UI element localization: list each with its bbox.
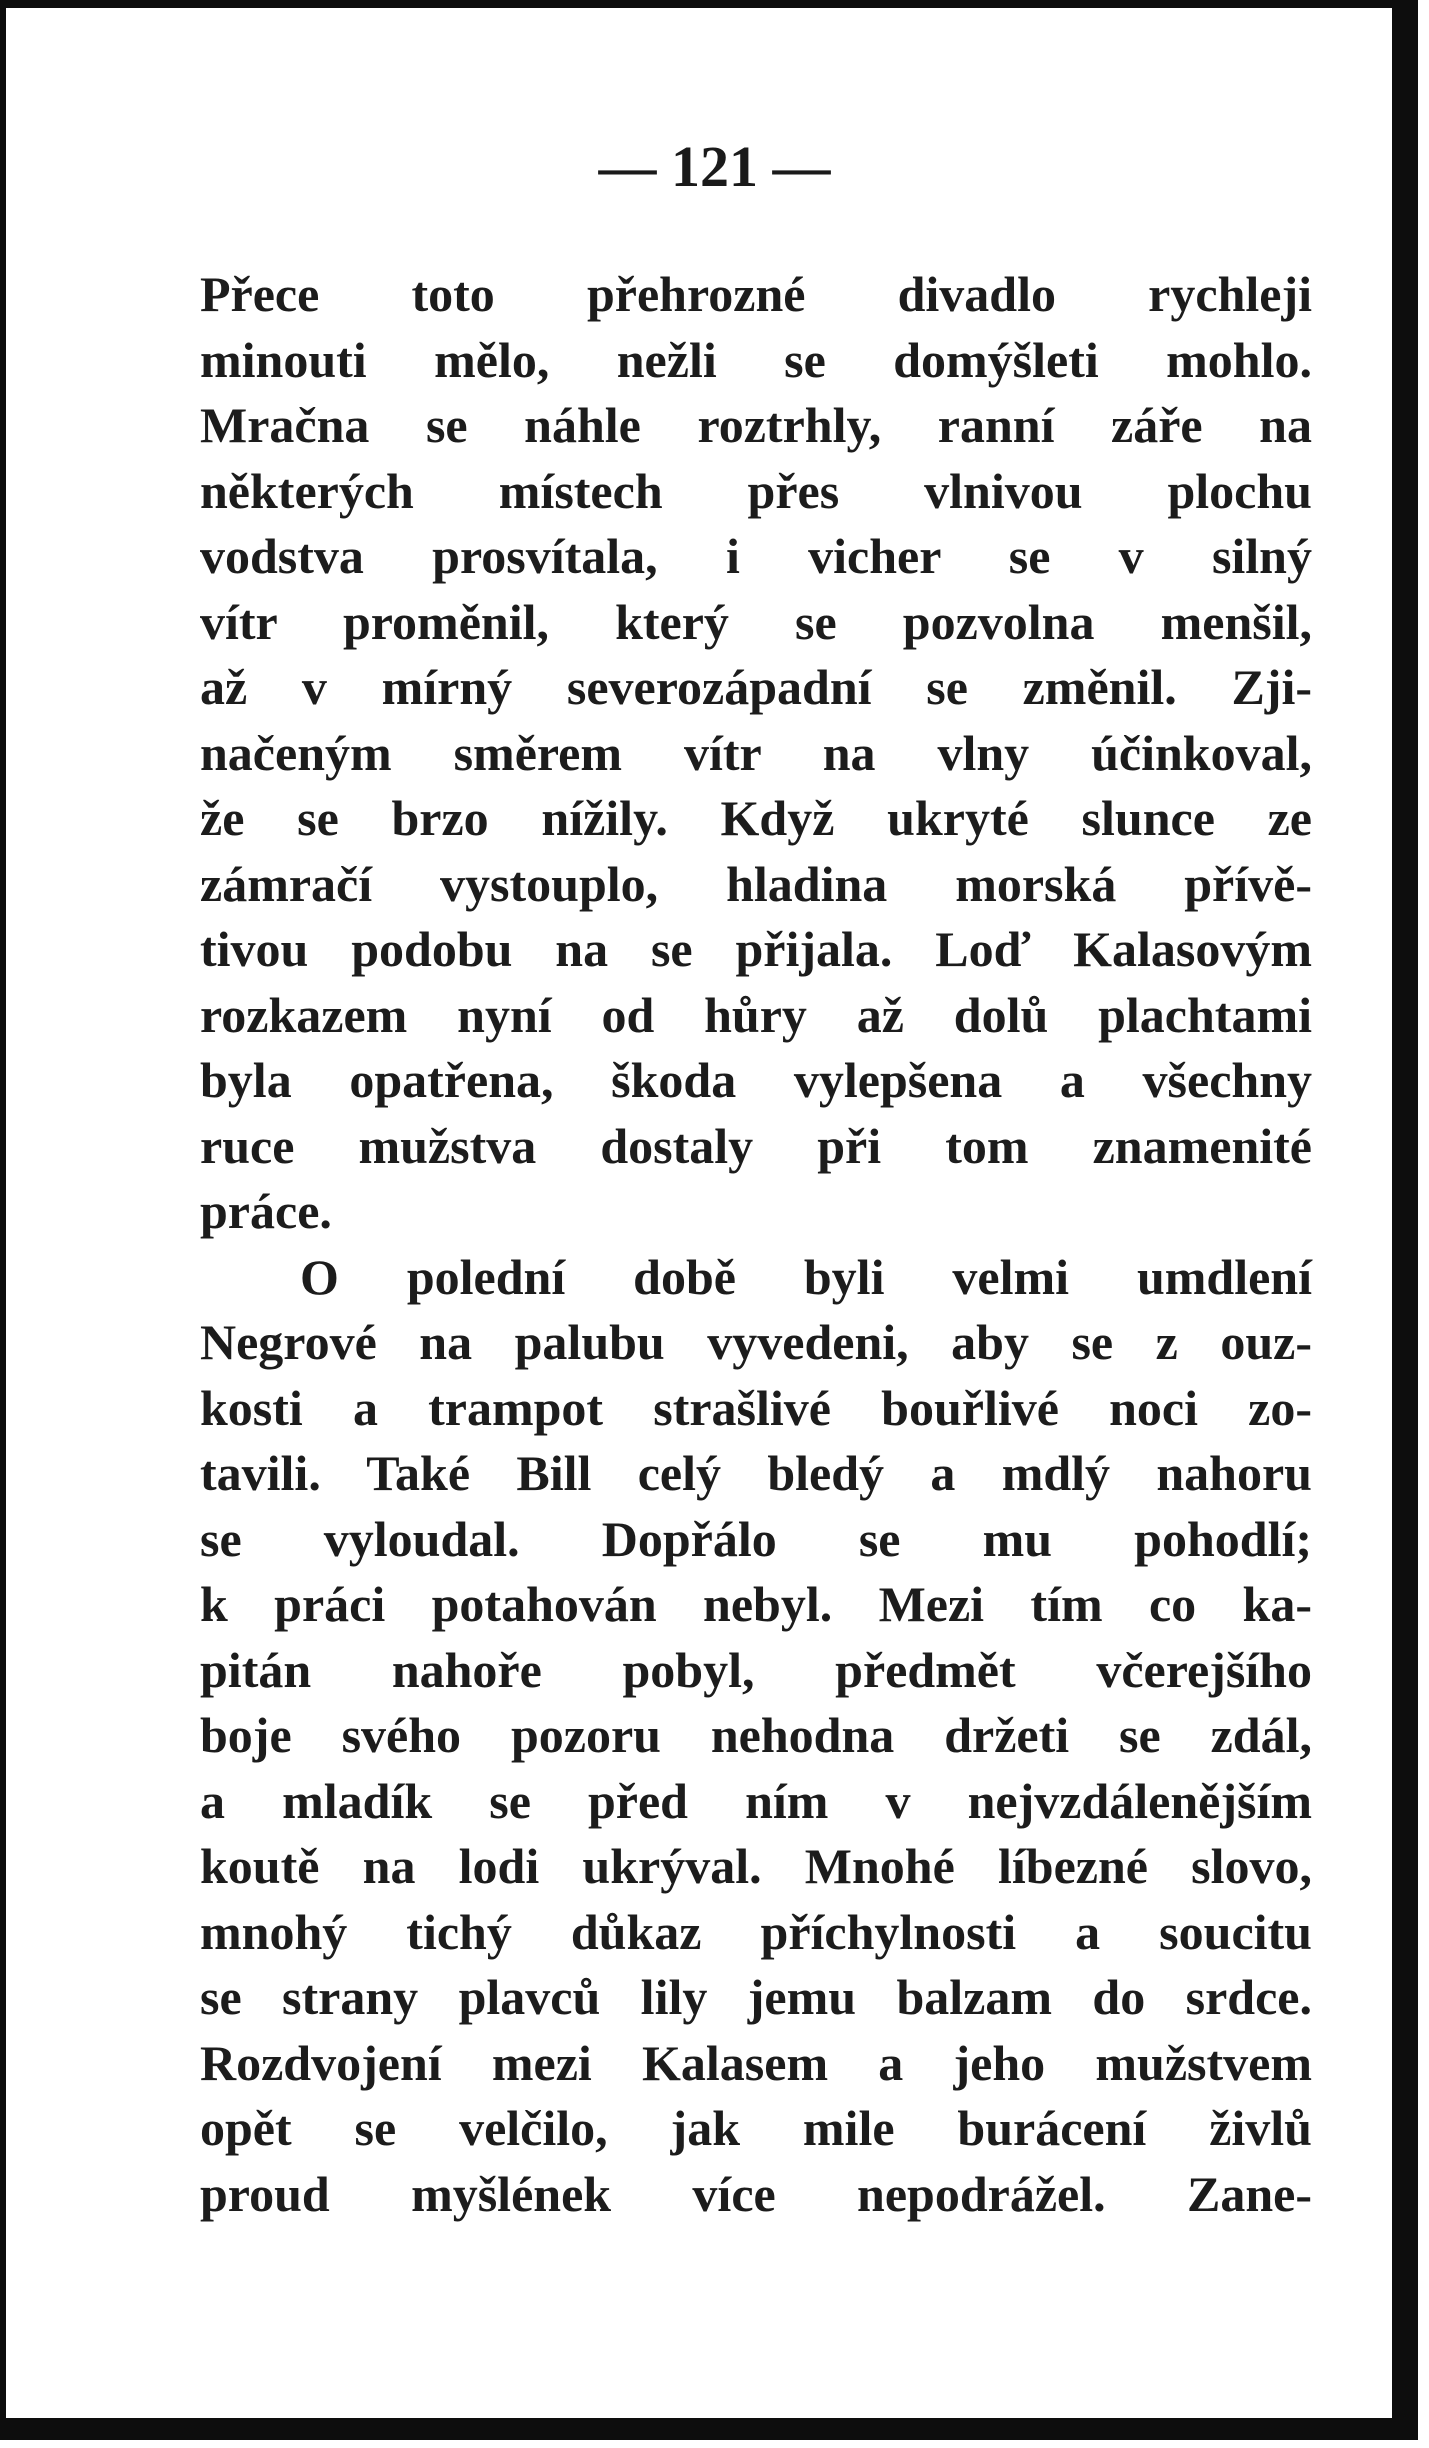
text-line: načeným směrem vítr na vlny účinkoval, [200, 724, 1312, 781]
text-line: kosti a trampot strašlivé bouřlivé noci zo- [200, 1379, 1312, 1436]
text-line: až v mírný severozápadní se změnil. Zji- [200, 659, 1312, 715]
text-line: tavili. Také Bill celý bledý a mdlý nahoru [200, 1445, 1312, 1501]
text-line: ruce mužstva dostaly při tom znamenité [200, 1117, 1312, 1174]
text-line: některých místech přes vlnivou plochu [200, 462, 1312, 519]
text-line: byla opatřena, škoda vylepšena a všechny [200, 1052, 1312, 1108]
text-line: Mračna se náhle roztrhly, ranní záře na [200, 397, 1312, 453]
text-line: se strany plavců lily jemu balzam do srdce. [200, 1969, 1312, 2025]
text-line: Přece toto přehrozné divadlo rychleji [200, 266, 1312, 322]
text-line: boje svého pozoru nehodna držeti se zdál, [200, 1707, 1312, 1763]
text-line: rozkazem nyní od hůry až dolů plachtami [200, 986, 1312, 1043]
text-line: a mladík se před ním v nejvzdálenějším [200, 1772, 1312, 1829]
text-line: zámračí vystouplo, hladina morská přívě- [200, 855, 1312, 912]
text-line: práce. [200, 1183, 332, 1239]
text-line: vítr proměnil, který se pozvolna menšil, [200, 593, 1312, 650]
text-line: vodstva prosvítala, i vicher se v silný [200, 528, 1312, 584]
text-line: mnohý tichý důkaz příchylnosti a soucitu [200, 1903, 1312, 1960]
text-line: se vyloudal. Dopřálo se mu pohodlí; [200, 1510, 1312, 1567]
text-line: minouti mělo, nežli se domýšleti mohlo. [200, 331, 1312, 388]
text-line: Negrové na palubu vyvedeni, aby se z ouz- [200, 1314, 1312, 1370]
text-line: pitán nahoře pobyl, předmět včerejšího [200, 1641, 1312, 1698]
text-line: opět se velčilo, jak mile burácení živlů [200, 2100, 1312, 2156]
page-number: — 121 — [598, 134, 831, 199]
text-line: O polední době byli velmi umdlení [300, 1248, 1312, 1305]
text-line: že se brzo nížily. Když ukryté slunce ze [200, 790, 1312, 846]
text-line: koutě na lodi ukrýval. Mnohé líbezné slovo, [200, 1838, 1312, 1894]
text-line: tivou podobu na se přijala. Loď Kalasovým [200, 921, 1312, 977]
text-line: proud myšlének více nepodrážel. Zane- [200, 2165, 1312, 2222]
text-line: k práci potahován nebyl. Mezi tím co ka- [200, 1576, 1312, 1632]
body-text [200, 262, 1312, 2227]
text-line: Rozdvojení mezi Kalasem a jeho mužstvem [200, 2034, 1312, 2091]
